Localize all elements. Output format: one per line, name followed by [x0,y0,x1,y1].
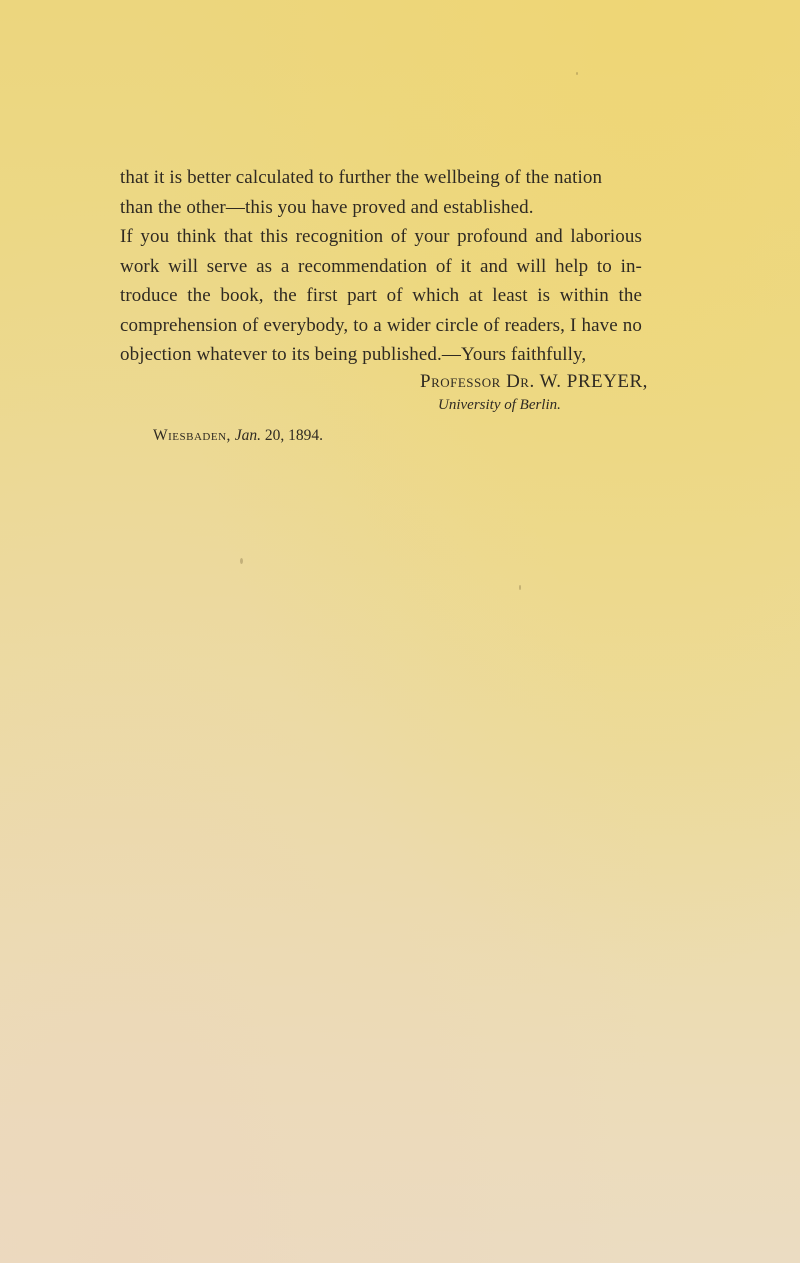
signature-name [420,370,648,394]
letter-paragraph-recognition: If you think that this recognition of your profound and laborious work will serve as a recommendation of it and will help to in-troduce the book, the first part of which at least is within the comprehension of everybody, to a wider circle of readers, I have no objection whatever to its being published.—Yours faithfully, [120,226,642,365]
paper-speck [576,72,578,75]
letter-line-1: that it is better calculated to further the wellbeing of the nation [120,167,603,188]
letter-body [120,163,642,370]
signature-affiliation: University of Berlin. [438,397,561,413]
signature-text: Professor Dr. W. PREYER, [420,371,648,392]
paper-speck [519,585,521,590]
paper-speck [240,558,243,564]
date-month: Jan. [234,427,262,444]
place-name: Wiesbaden, [153,427,231,444]
place-and-date [153,427,323,445]
letter-line-2: than the other—this you have proved and established. [120,196,534,218]
date-day-year: 20, 1894. [264,427,324,444]
letter-paragraph-continuation [120,163,642,222]
